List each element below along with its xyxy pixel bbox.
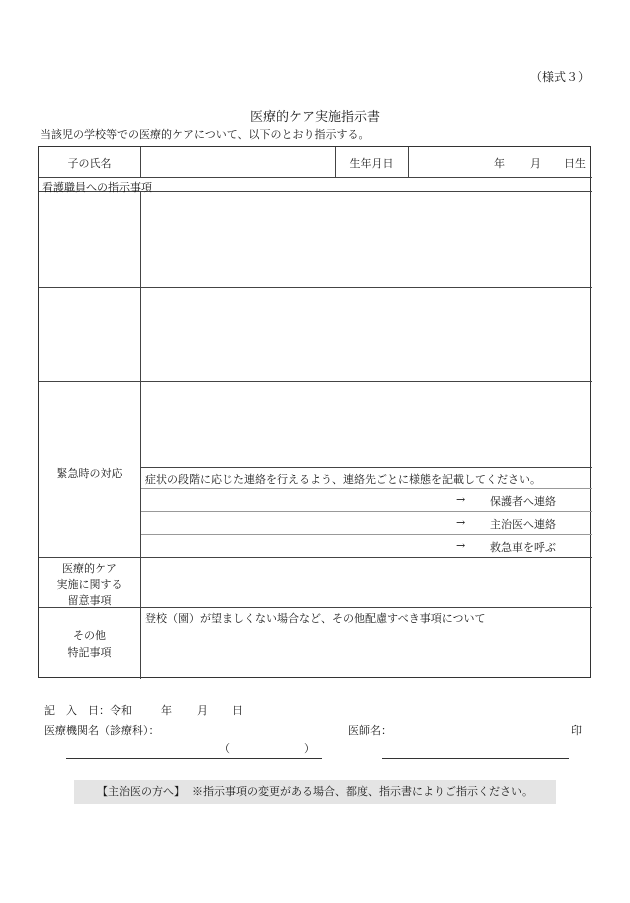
- care-notes-label-line2: 実施に関する: [56, 578, 123, 591]
- intro-text: 当該児の学校等での医療的ケアについて、以下のとおり指示する。: [40, 128, 370, 141]
- contact-ambulance-label: 救急車を呼ぶ: [490, 541, 556, 554]
- child-name-field[interactable]: [148, 151, 330, 173]
- entry-day-label: 日: [232, 704, 243, 717]
- care-notes-field[interactable]: [143, 560, 589, 604]
- instruction-field-2[interactable]: [143, 290, 589, 378]
- instruction-field-1[interactable]: [143, 194, 589, 284]
- child-name-label: 子の氏名: [67, 157, 112, 170]
- doctor-notice-box: [74, 780, 556, 804]
- contact-doctor-label: 主治医へ連絡: [490, 518, 556, 531]
- form-number-label: （様式３）: [530, 70, 591, 84]
- instruction-table: [38, 146, 591, 678]
- doctor-signature-line[interactable]: [382, 758, 569, 759]
- other-label-line2: 特記事項: [67, 646, 112, 659]
- emergency-note: 症状の段階に応じた連絡を行えるよう、連絡先ごとに様態を記載してください。: [145, 473, 541, 486]
- emergency-field[interactable]: [143, 384, 589, 464]
- entry-year-label: 年: [161, 704, 172, 717]
- entry-month-label: 月: [197, 704, 208, 717]
- notice-text: ※指示事項の変更がある場合、都度、指示書によりご指示ください。: [192, 785, 533, 798]
- doctor-name-label: 医師名：: [348, 724, 392, 737]
- care-notes-label-line1: 医療的ケア: [62, 562, 117, 575]
- birth-year-label: 年: [494, 157, 505, 170]
- seal-mark: 印: [571, 724, 582, 737]
- contact-arrow: →: [456, 539, 466, 552]
- notice-heading: 【主治医の方へ】: [97, 785, 185, 798]
- instructions-header: 看護職員への指示事項: [42, 181, 152, 194]
- institution-label: 医療機関名（診療科）：: [44, 724, 160, 737]
- birth-day-label: 日生: [564, 157, 586, 170]
- birth-month-label: 月: [530, 157, 541, 170]
- other-field[interactable]: [143, 627, 589, 675]
- care-notes-label-line3: 留意事項: [67, 594, 112, 607]
- institution-signature-line[interactable]: [66, 758, 322, 759]
- department-field[interactable]: [232, 738, 300, 754]
- document-title: 医療的ケア実施指示書: [249, 110, 380, 125]
- entry-date-label: 記 入 日：令和: [44, 704, 132, 717]
- birthdate-label: 生年月日: [349, 157, 394, 170]
- other-label-line1: その他: [73, 629, 106, 642]
- emergency-label: 緊急時の対応: [56, 467, 123, 480]
- contact-arrow: →: [456, 493, 466, 506]
- department-paren-open: （: [219, 742, 230, 755]
- contact-arrow: →: [456, 516, 466, 529]
- contact-parent-label: 保護者へ連絡: [490, 495, 556, 508]
- department-paren-close: ）: [304, 742, 315, 755]
- other-note: 登校（園）が望ましくない場合など、その他配慮すべき事項について: [145, 612, 486, 625]
